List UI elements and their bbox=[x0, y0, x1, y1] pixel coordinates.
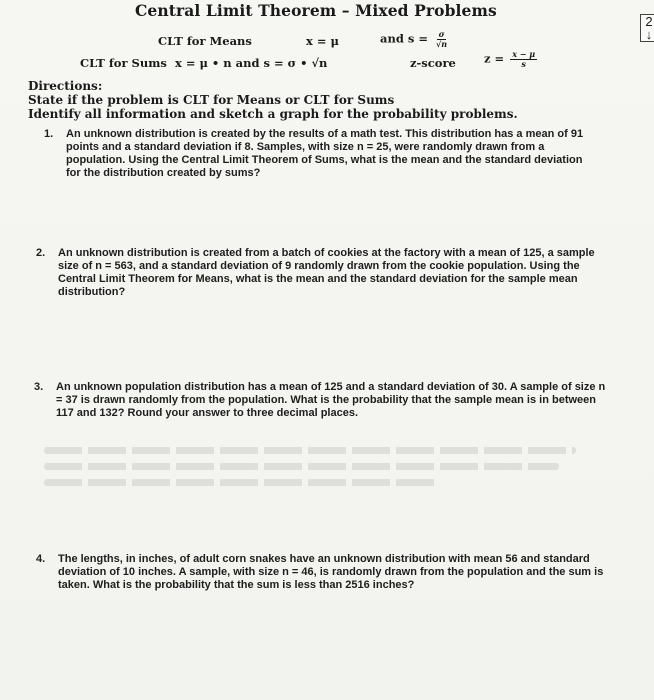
directions-heading: Directions: bbox=[28, 79, 103, 93]
page-number: 2 bbox=[645, 14, 653, 29]
page-corner-tab bbox=[640, 14, 654, 42]
problem-number: 3. bbox=[34, 381, 44, 393]
clt-sums-label: CLT for Sums bbox=[80, 56, 167, 70]
clt-sums-formula: x = μ • n and s = σ • √n bbox=[175, 56, 328, 70]
problem-number: 4. bbox=[36, 553, 46, 565]
problem-text: An unknown distribution is created from a batch of cookies at the factory with a mean of 125, a sample size of n = 563, and a standard deviation of 9 randomly drawn from the cookie population. Using the Central Limit Theorem for Means, what is the mean and the standard deviation for the sample mean distribution? bbox=[58, 247, 595, 298]
zscore-label: z-score bbox=[410, 56, 456, 70]
clt-means-label: CLT for Means bbox=[158, 34, 252, 48]
clt-means-mean-formula: x = μ bbox=[306, 34, 339, 48]
problem-text: The lengths, in inches, of adult corn snakes have an unknown distribution with mean 56 and standard deviation of 10 inches. A sample, with size n = 46, is randomly drawn from the population and the sum is taken. What is the probability that the sum is less than 2516 inches? bbox=[58, 553, 604, 591]
down-arrow-icon: ↓ bbox=[645, 27, 653, 42]
problem-number: 1. bbox=[44, 128, 54, 140]
directions-line-1: State if the problem is CLT for Means or CLT for Sums bbox=[28, 93, 395, 107]
bleed-through-text bbox=[44, 447, 604, 507]
problem-text: An unknown population distribution has a mean of 125 and a standard deviation of 30. A sample of size n = 37 is drawn randomly from the population. What is the probability that the sample mean is in between 117 and 132? Round your answer to three decimal places. bbox=[56, 381, 606, 419]
fraction-numerator: σ bbox=[438, 29, 445, 39]
page-title: Central Limit Theorem – Mixed Problems bbox=[135, 1, 497, 20]
zscore-formula bbox=[484, 50, 537, 69]
problem-text: An unknown distribution is created by the results of a math test. This distribution has a mean of 91 points and a standard deviation if 8. Samples, with size n = 25, were randomly drawn from a population. Using the Central Limit Theorem of Sums, what is the mean and the standard deviation for the distribution created by sums? bbox=[66, 128, 584, 179]
directions-line-2: Identify all information and sketch a graph for the probability problems. bbox=[28, 107, 518, 121]
fraction-numerator: x − μ bbox=[512, 49, 536, 59]
fraction-denominator: s bbox=[521, 59, 526, 69]
z-equals: z = bbox=[484, 51, 505, 66]
sigma-over-sqrt-n bbox=[434, 30, 449, 49]
clt-means-sd-formula bbox=[380, 30, 449, 49]
zscore-fraction bbox=[510, 50, 537, 69]
and-s-label: and s = bbox=[380, 31, 428, 46]
problem-number: 2. bbox=[36, 247, 46, 259]
fraction-denominator: √n bbox=[436, 39, 448, 49]
